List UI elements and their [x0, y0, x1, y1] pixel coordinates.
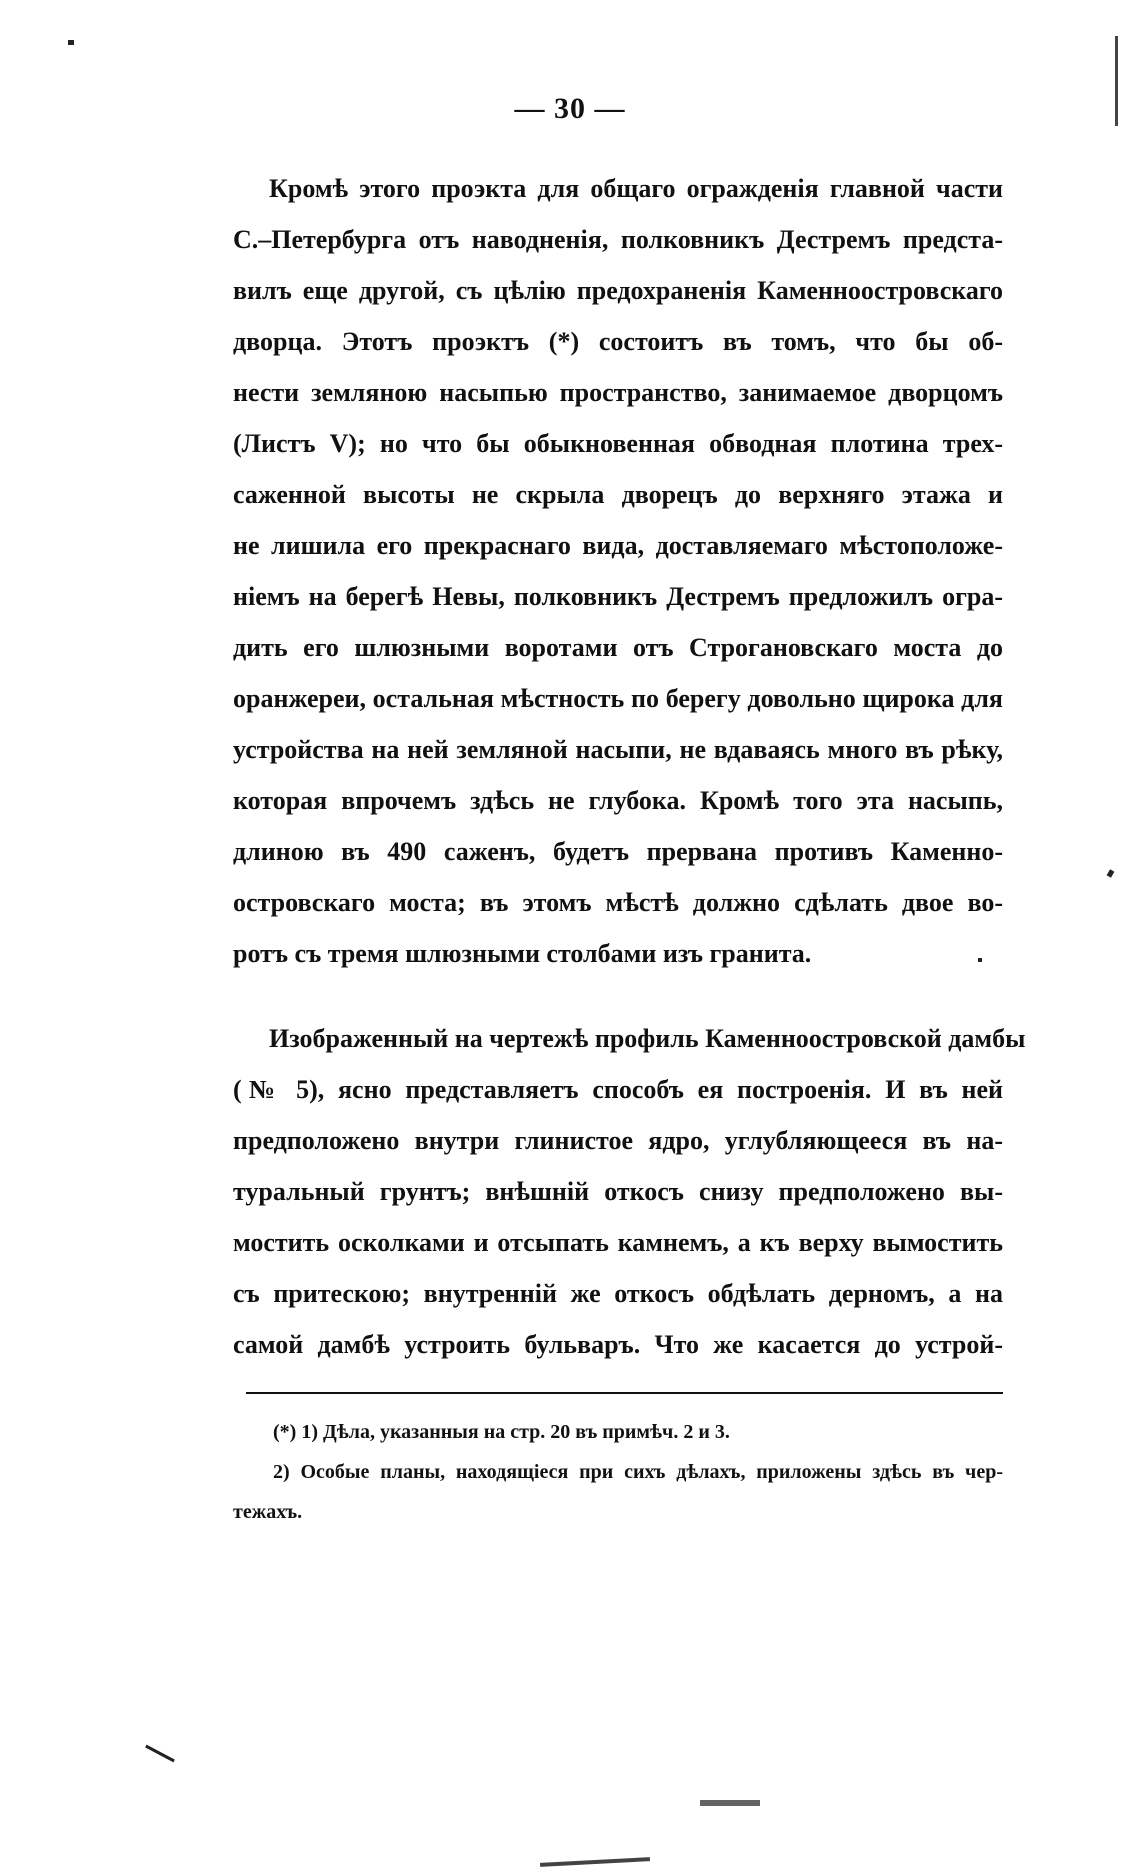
scan-speck [540, 1857, 650, 1867]
text-line: вилъ еще другой, съ цѣлію предохраненія Каменноостровскаго [233, 276, 1003, 305]
footnote-line: 2) Особые планы, находящіеся при сихъ дѣлахъ, приложены здѣсь въ чер- [273, 1461, 1003, 1483]
text-line: устройства на ней земляной насыпи, не вдаваясь много въ рѣку, [233, 735, 1003, 764]
text-line: ніемъ на берегѣ Невы, полковникъ Дестремъ предложилъ огра- [233, 582, 1003, 611]
text-line: Кромѣ этого проэкта для общаго огражденія главной части [269, 174, 1003, 203]
scan-speck [1107, 869, 1115, 878]
footnote-line: тежахъ. [233, 1501, 303, 1523]
footnote-divider [246, 1392, 1003, 1394]
text-line: туральный грунтъ; внѣшній откосъ снизу предположено вы- [233, 1177, 1003, 1206]
text-line: нести земляною насыпью пространство, занимаемое дворцомъ [233, 378, 1003, 407]
footnote-line: (*) 1) Дѣла, указанныя на стр. 20 въ примѣч. 2 и 3. [273, 1421, 730, 1443]
paragraph-1 [233, 163, 1003, 979]
text-line: Изображенный на чертежѣ профиль Каменноостровской дамбы [269, 1024, 1026, 1053]
text-line: мостить осколками и отсыпать камнемъ, а къ верху вымостить [233, 1228, 1003, 1257]
page-number: — 30 — [514, 92, 626, 125]
text-line: дворца. Этотъ проэктъ (*) состоитъ въ томъ, что бы об- [233, 327, 1003, 356]
text-line: предположено внутри глинистое ядро, углубляющееся въ на- [233, 1126, 1003, 1155]
text-line: которая впрочемъ здѣсь не глубока. Кромѣ того эта насыпь, [233, 786, 1003, 815]
text-line: съ притескою; внутренній же откосъ обдѣлать дерномъ, а на [233, 1279, 1003, 1308]
footnotes [233, 1412, 1003, 1532]
scan-speck [68, 40, 74, 45]
text-line: оранжереи, остальная мѣстность по берегу довольно щирока для [233, 684, 1003, 713]
text-line: саженной высоты не скрыла дворецъ до верхняго этажа и [233, 480, 1003, 509]
text-line: (Листъ V); но что бы обыкновенная обводная плотина трех- [233, 429, 1003, 458]
scan-speck [700, 1800, 760, 1806]
text-line: ротъ съ тремя шлюзными столбами изъ гранита. [233, 939, 812, 968]
scan-speck [145, 1745, 175, 1763]
text-line: островскаго моста; въ этомъ мѣстѣ должно сдѣлать двое во- [233, 888, 1003, 917]
text-line: С.–Петербурга отъ наводненія, полковникъ Дестремъ предста- [233, 225, 1003, 254]
paragraph-2 [233, 1013, 1026, 1370]
text-line: не лишила его прекраснаго вида, доставляемаго мѣстоположе- [233, 531, 1003, 560]
text-line: самой дамбѣ устроить бульваръ. Что же касается до устрой- [233, 1330, 1003, 1359]
text-line: (№ 5), ясно представляетъ способъ ея построенія. И въ ней [233, 1075, 1003, 1104]
text-line: длиною въ 490 саженъ, будетъ прервана противъ Каменно- [233, 837, 1003, 866]
text-line: дить его шлюзными воротами отъ Строгановскаго моста до [233, 633, 1003, 662]
